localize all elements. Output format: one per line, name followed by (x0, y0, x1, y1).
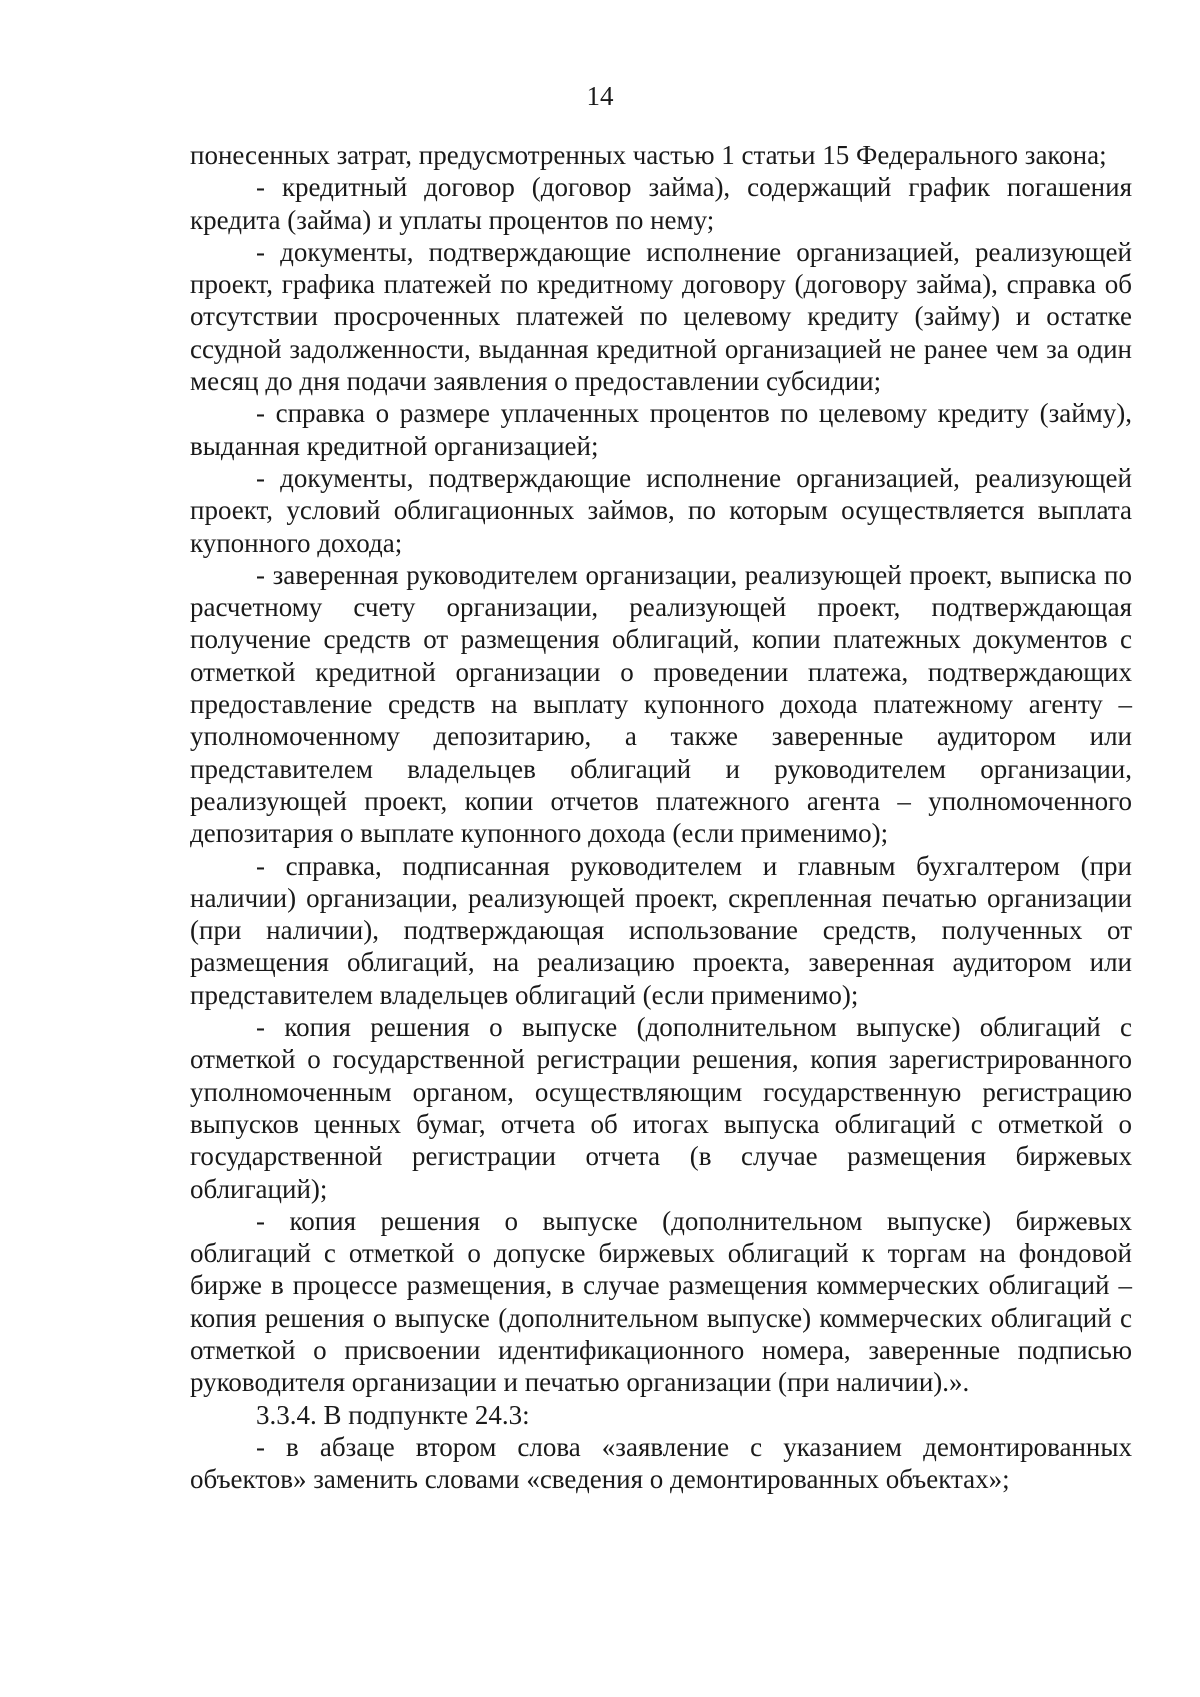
section-subpoint-heading: 3.3.4. В подпункте 24.3: (256, 1399, 530, 1430)
list-item-credit-agreement: - кредитный договор (договор займа), содержащий график погашения кредита (займа) и уплаты процентов по нему; (190, 172, 1132, 235)
list-item-bond-issue-decision: - копия решения о выпуске (дополнительном выпуске) облигаций с отметкой о государственной регистрации решения, копия зарегистрированного уполномоченным органом, осуществляющим государственную регистрацию выпусков ценных бумаг, отчета об итогах выпуска облигаций с отметкой о государственной регистрации отчета (в случае размещения биржевых облигаций); (190, 1012, 1132, 1204)
page-number: 14 (586, 81, 614, 111)
list-item-signed-certificate: - справка, подписанная руководителем и главным бухгалтером (при наличии) организации, реализующей проект, скрепленная печатью организации (при наличии), подтверждающая использование средств, полученных от размещения облигаций, на реализацию проекта, заверенная аудитором или представителем владельцев облигаций (если применимо); (190, 850, 1132, 1010)
list-item-account-statement: - заверенная руководителем организации, реализующей проект, выписка по расчетному счету организации, реализующей проект, подтверждающая получение средств от размещения облигаций, копии платежных документов с отметкой кредитной организации о проведении платежа, подтверждающих предоставление средств на выплату купонного дохода платежному агенту – уполномоченному депозитарию, а также заверенные аудитором или представителем владельцев облигаций и руководителем организации, реализующей проект, копии отчетов платежного агента – уполномоченного депозитария о выплате купонного дохода (если применимо); (190, 559, 1132, 849)
list-item-payment-schedule-documents: - документы, подтверждающие исполнение организацией, реализующей проект, графика платежей по кредитному договору (договору займа), справка об отсутствии просроченных платежей по целевому кредиту (займу) и остатке ссудной задолженности, выданная кредитной организацией не ранее чем за один месяц до дня подачи заявления о предоставлении субсидии; (190, 236, 1132, 397)
list-item-bond-terms-documents: - документы, подтверждающие исполнение организацией, реализующей проект, условий облигационных займов, по которым осуществляется выплата купонного дохода; (190, 462, 1132, 558)
document-body (190, 139, 1132, 1495)
paragraph-continuation: понесенных затрат, предусмотренных частью 1 статьи 15 Федерального закона; (190, 140, 1107, 170)
list-item-exchange-bonds-decision: - копия решения о выпуске (дополнительном выпуске) биржевых облигаций с отметкой о допуске биржевых облигаций к торгам на фондовой бирже в процессе размещения, в случае размещения коммерческих облигаций – копия решения о выпуске (дополнительном выпуске) коммерческих облигаций с отметкой о присвоении идентификационного номера, заверенные подписью руководителя организации и печатью организации (при наличии).». (190, 1205, 1132, 1398)
list-item-amendment: - в абзаце втором слова «заявление с указанием демонтированных объектов» заменить словами «сведения о демонтированных объектах»; (190, 1431, 1132, 1495)
list-item-interest-certificate: - справка о размере уплаченных процентов по целевому кредиту (займу), выданная кредитной организацией; (190, 398, 1132, 461)
